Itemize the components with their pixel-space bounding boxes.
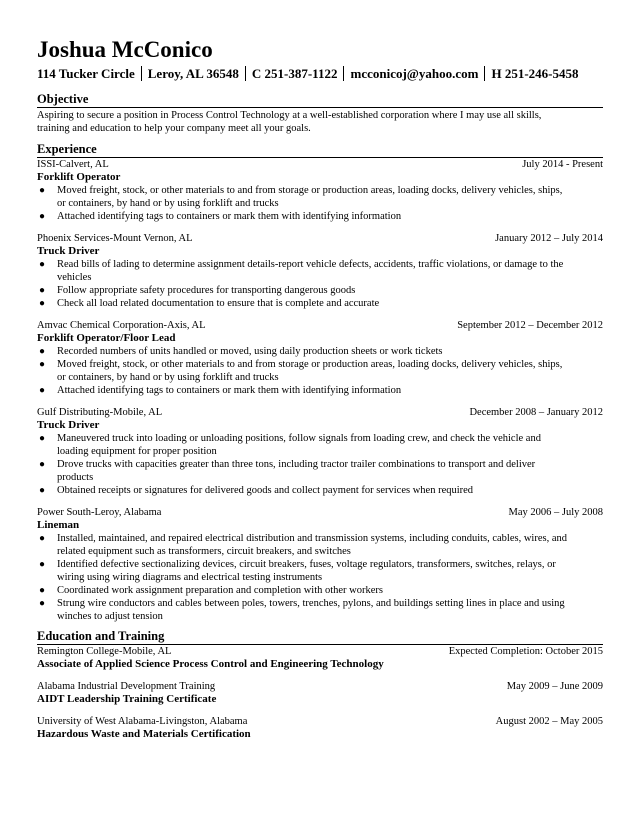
bullet-icon: ● <box>39 259 46 270</box>
bullet-icon: ● <box>39 433 46 444</box>
school-name: University of West Alabama-Livingston, Alabama <box>37 716 248 727</box>
divider <box>484 66 485 81</box>
duty-line: Identified defective sectionalizing devices, circuit breakers, fuses, voltage regulators, transformers, switches, relays, or <box>57 559 556 570</box>
job-header <box>37 232 603 245</box>
objective-line: training and education to help your company meet all your goals. <box>37 122 311 134</box>
credential-title: Hazardous Waste and Materials Certification <box>37 728 251 740</box>
job-spacer <box>37 223 603 232</box>
street-address: 114 Tucker Circle <box>37 66 135 81</box>
home-phone: H 251-246-5458 <box>491 66 579 81</box>
bullet-icon: ● <box>39 359 46 370</box>
duty-list <box>37 345 603 397</box>
candidate-name: Joshua McConico <box>37 37 213 62</box>
education-header <box>37 715 603 728</box>
duty-line: vehicles <box>57 272 92 283</box>
duty-list <box>37 258 603 310</box>
edu-spacer <box>37 671 603 680</box>
duty-line: Attached identifying tags to containers or mark them with identifying information <box>57 211 402 222</box>
edu-spacer <box>37 706 603 715</box>
divider <box>343 66 344 81</box>
duty-item <box>37 284 603 297</box>
school-name: Remington College-Mobile, AL <box>37 646 172 657</box>
job-header <box>37 406 603 419</box>
bullet-icon: ● <box>39 211 46 222</box>
city-state-zip: Leroy, AL 36548 <box>147 66 239 81</box>
duty-line: winches to adjust tension <box>57 611 163 622</box>
duty-line: Obtained receipts or signatures for delivered goods and collect payment for services when required <box>57 485 474 496</box>
duty-line: loading equipment for proper position <box>57 446 217 457</box>
job-entry <box>37 232 603 310</box>
bullet-icon: ● <box>39 185 46 196</box>
duty-item <box>37 458 603 484</box>
education-dates: Expected Completion: October 2015 <box>448 646 603 657</box>
job-dates: January 2012 – July 2014 <box>495 233 603 244</box>
bullet-icon: ● <box>39 485 46 496</box>
education-header <box>37 680 603 693</box>
objective-line: Aspiring to secure a position in Process Control Technology at a well-established corporation where I may use all skills, <box>37 110 542 121</box>
job-dates: July 2014 - Present <box>522 159 603 170</box>
duty-item <box>37 258 603 284</box>
duty-line: Read bills of lading to determine assignment details-report vehicle defects, accidents, traffic violations, or damage to the <box>57 259 564 270</box>
bullet-icon: ● <box>39 533 46 544</box>
employer-name: Power South-Leroy, Alabama <box>37 507 162 518</box>
duty-item <box>37 210 603 223</box>
credential-title: Associate of Applied Science Process Control and Engineering Technology <box>37 658 384 670</box>
duty-item <box>37 558 603 584</box>
job-title: Truck Driver <box>37 245 100 257</box>
bullet-icon: ● <box>39 285 46 296</box>
duty-line: or containers, by hand or by using forklift and trucks <box>57 372 279 383</box>
employer-name: Phoenix Services-Mount Vernon, AL <box>37 233 193 244</box>
duty-item <box>37 297 603 310</box>
education-heading: Education and Training <box>37 629 603 645</box>
job-entry <box>37 158 603 223</box>
duty-item <box>37 184 603 210</box>
job-title: Lineman <box>37 519 80 531</box>
job-entry <box>37 319 603 397</box>
bullet-icon: ● <box>39 598 46 609</box>
bullet-icon: ● <box>39 459 46 470</box>
duty-line: Check all load related documentation to ensure that is complete and accurate <box>57 298 380 309</box>
duty-line: Coordinated work assignment preparation and completion with other workers <box>57 585 384 596</box>
job-dates: September 2012 – December 2012 <box>457 320 603 331</box>
contact-line <box>37 65 603 83</box>
bullet-icon: ● <box>39 585 46 596</box>
duty-line: related equipment such as transformers, circuit breakers, and switches <box>57 546 351 557</box>
job-header <box>37 506 603 519</box>
objective-heading: Objective <box>37 92 603 108</box>
job-header <box>37 319 603 332</box>
education-dates: May 2009 – June 2009 <box>506 681 603 692</box>
duty-line: wiring using wiring diagrams and electrical testing instruments <box>57 572 323 583</box>
education-dates: August 2002 – May 2005 <box>495 716 603 727</box>
education-header <box>37 645 603 658</box>
job-spacer <box>37 497 603 506</box>
duty-item <box>37 345 603 358</box>
duty-line: Installed, maintained, and repaired electrical distribution and transmission systems, including conduits, cables, wires, and <box>57 533 567 544</box>
duty-item <box>37 597 603 623</box>
job-entry <box>37 506 603 623</box>
duty-item <box>37 484 603 497</box>
duty-item <box>37 584 603 597</box>
job-title: Forklift Operator <box>37 171 121 183</box>
education-entry <box>37 715 603 741</box>
duty-item <box>37 432 603 458</box>
job-entry <box>37 406 603 497</box>
education-entry <box>37 645 603 671</box>
duty-item <box>37 532 603 558</box>
bullet-icon: ● <box>39 385 46 396</box>
school-name: Alabama Industrial Development Training <box>37 681 216 692</box>
job-spacer <box>37 397 603 406</box>
resume-page <box>37 37 603 741</box>
duty-list <box>37 184 603 223</box>
duty-item <box>37 384 603 397</box>
bullet-icon: ● <box>39 346 46 357</box>
job-dates: December 2008 – January 2012 <box>469 407 603 418</box>
duty-line: Strung wire conductors and cables between poles, towers, trenches, pylons, and buildings setting lines in place and using <box>57 598 565 609</box>
duty-line: Moved freight, stock, or other materials to and from storage or production areas, loading docks, delivery vehicles, ships, <box>57 185 563 196</box>
job-header <box>37 158 603 171</box>
duty-line: Moved freight, stock, or other materials to and from storage or production areas, loading docks, delivery vehicles, ships, <box>57 359 563 370</box>
education-list <box>37 645 603 741</box>
job-spacer <box>37 310 603 319</box>
job-title: Forklift Operator/Floor Lead <box>37 332 176 344</box>
credential-title: AIDT Leadership Training Certificate <box>37 693 217 705</box>
cell-phone: C 251-387-1122 <box>251 66 338 81</box>
duty-list <box>37 432 603 497</box>
duty-line: Maneuvered truck into loading or unloading positions, follow signals from loading crew, and check the vehicle and <box>57 433 541 444</box>
email-address[interactable]: mcconicoj@yahoo.com <box>350 66 479 81</box>
bullet-icon: ● <box>39 559 46 570</box>
employer-name: ISSI-Calvert, AL <box>37 159 109 170</box>
duty-line: Follow appropriate safety procedures for transporting dangerous goods <box>57 285 356 296</box>
divider <box>245 66 246 81</box>
duty-line: or containers, by hand or by using forklift and trucks <box>57 198 279 209</box>
experience-list <box>37 158 603 623</box>
employer-name: Gulf Distributing-Mobile, AL <box>37 407 163 418</box>
education-entry <box>37 680 603 706</box>
divider <box>141 66 142 81</box>
job-title: Truck Driver <box>37 419 100 431</box>
experience-heading: Experience <box>37 142 603 158</box>
duty-item <box>37 358 603 384</box>
duty-line: products <box>57 472 94 483</box>
duty-line: Recorded numbers of units handled or moved, using daily production sheets or work tickets <box>57 346 443 357</box>
objective-text <box>37 110 603 135</box>
duty-list <box>37 532 603 623</box>
employer-name: Amvac Chemical Corporation-Axis, AL <box>37 320 206 331</box>
bullet-icon: ● <box>39 298 46 309</box>
job-dates: May 2006 – July 2008 <box>508 507 603 518</box>
duty-line: Attached identifying tags to containers or mark them with identifying information <box>57 385 402 396</box>
duty-line: Drove trucks with capacities greater than three tons, including tractor trailer combinations to transport and deliver <box>57 459 536 470</box>
